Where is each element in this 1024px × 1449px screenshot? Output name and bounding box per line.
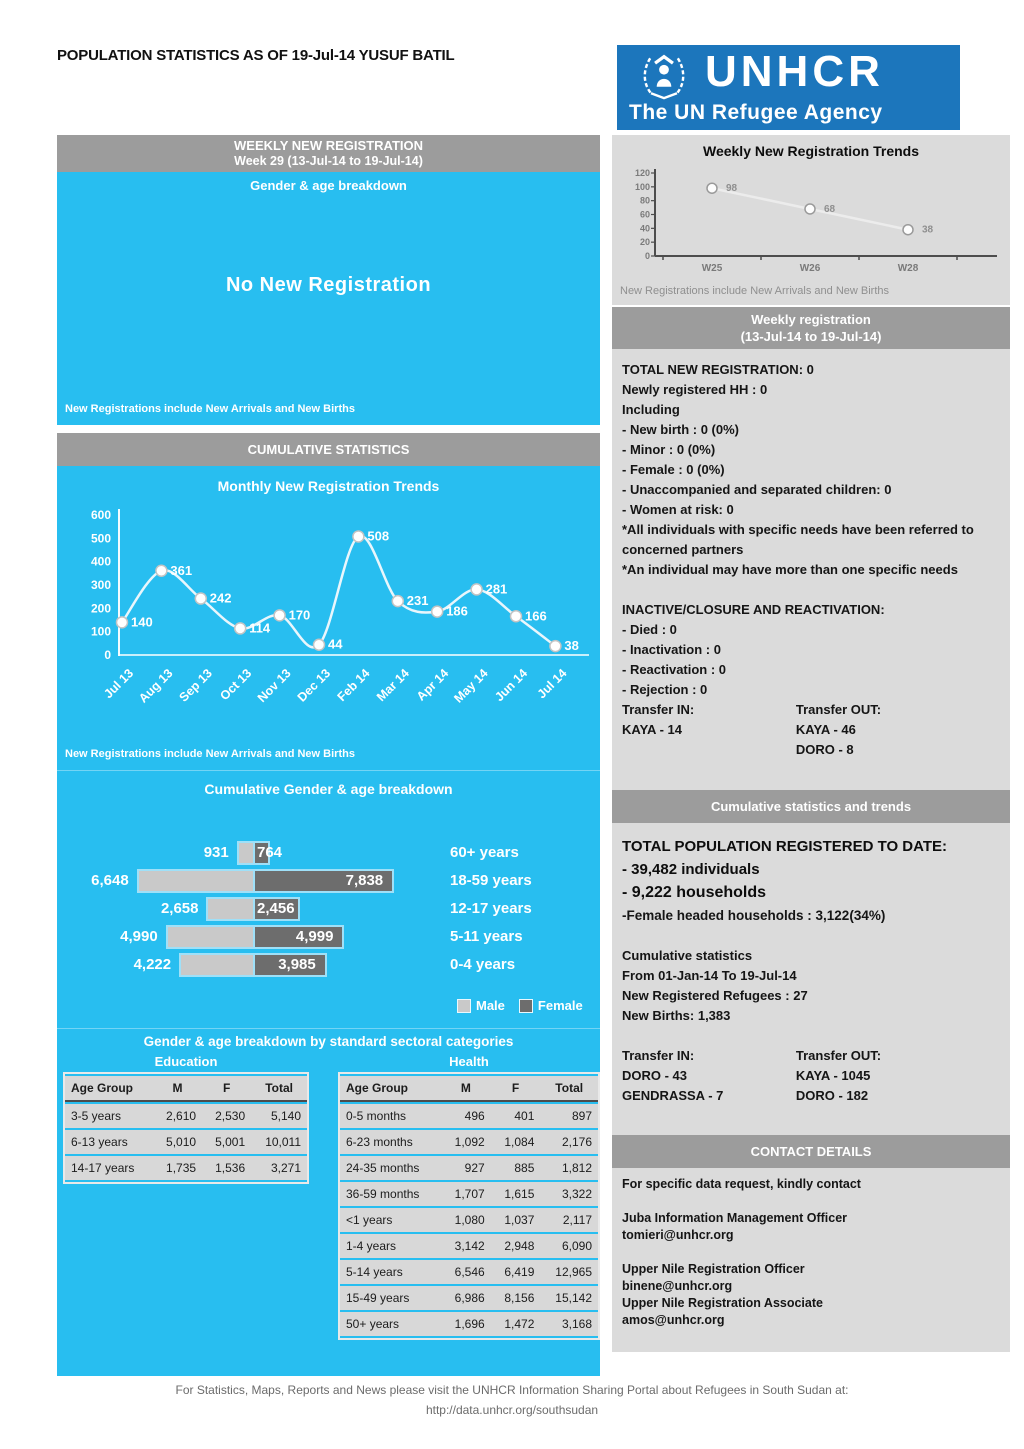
cell: 6,546 (441, 1260, 491, 1284)
stat-line: Upper Nile Registration Associate (622, 1296, 823, 1310)
cell: 1,615 (491, 1182, 541, 1206)
svg-text:May 14: May 14 (451, 666, 491, 706)
cell: 1,707 (441, 1182, 491, 1206)
stat-line: - Women at risk: 0 (622, 502, 734, 517)
sectoral-categories-panel (57, 1028, 600, 1376)
svg-text:231: 231 (406, 593, 429, 609)
cell: 5,010 (153, 1130, 202, 1154)
weekly-chart-footnote: New Registrations include New Arrivals and New Births (620, 285, 889, 297)
svg-text:0: 0 (104, 648, 111, 662)
stat-line: - Minor : 0 (0%) (622, 442, 716, 457)
svg-text:Nov 13: Nov 13 (254, 666, 294, 706)
table-row (340, 1104, 598, 1128)
svg-text:80: 80 (639, 195, 650, 206)
weekly-section-header-line1: Weekly registration (751, 312, 871, 327)
spacer (622, 926, 1000, 946)
svg-text:Jul 14: Jul 14 (534, 666, 570, 702)
svg-text:W28: W28 (897, 263, 919, 273)
weekly-registration-section-header (612, 307, 1010, 349)
cell: 2,176 (540, 1130, 598, 1154)
spacer (622, 1026, 1000, 1046)
male-value-label: 6,648 (91, 872, 129, 889)
cumulative-mid-lines (622, 946, 1000, 1026)
cell: 24-35 months (340, 1156, 441, 1180)
weekly-section-header-line2: (13-Jul-14 to 19-Jul-14) (740, 329, 882, 344)
pyramid-row (57, 841, 600, 865)
cumulative-statistics-header: CUMULATIVE STATISTICS (57, 433, 600, 466)
email-link[interactable]: amos@unhcr.org (622, 1313, 725, 1327)
table-row (340, 1234, 598, 1258)
stat-line: Cumulative statistics (622, 948, 753, 963)
cumulative-trends-header: Cumulative statistics and trends (612, 790, 1010, 823)
cell: 15-49 years (340, 1286, 441, 1310)
male-bar (166, 925, 257, 949)
stat-line: Newly registered HH : 0 (622, 382, 768, 397)
cell: 8,156 (491, 1286, 541, 1310)
pyramid-row (57, 925, 600, 949)
svg-text:114: 114 (249, 620, 271, 636)
cell: 1,536 (202, 1156, 251, 1180)
cell: 885 (491, 1156, 541, 1180)
cell: 36-59 months (340, 1182, 441, 1206)
transfer-in-value (622, 740, 796, 760)
svg-text:38: 38 (922, 224, 934, 236)
svg-text:Jun 14: Jun 14 (492, 666, 531, 705)
male-value-label: 4,222 (133, 956, 172, 973)
gender-age-breakdown-title: Gender & age breakdown (250, 178, 407, 193)
pyramid-age-label: 5-11 years (450, 928, 523, 945)
cell: 1,037 (491, 1208, 541, 1232)
stat-line: Including (622, 402, 680, 417)
pyramid-row (57, 897, 600, 921)
health-table-title: Health (449, 1054, 489, 1069)
stat-line: - Reactivation : 0 (622, 662, 727, 677)
page-footer (0, 1380, 1024, 1420)
cumulative-transfers (622, 1046, 1000, 1106)
stat-line: - Inactivation : 0 (622, 642, 721, 657)
cell: 1,080 (441, 1208, 491, 1232)
svg-text:Sep 13: Sep 13 (176, 666, 215, 705)
svg-text:20: 20 (639, 237, 650, 248)
cell: <1 years (340, 1208, 441, 1232)
weekly-trends-chart-panel (612, 135, 1010, 305)
weekly-gender-age-panel (57, 172, 600, 425)
transfer-in-value: DORO - 43 (622, 1068, 688, 1083)
cell: 2,530 (202, 1104, 251, 1128)
svg-text:Dec 13: Dec 13 (294, 666, 334, 705)
table-row (340, 1130, 598, 1154)
male-bar (179, 953, 257, 977)
svg-text:Oct 13: Oct 13 (217, 666, 255, 704)
cell: 10,011 (251, 1130, 307, 1154)
table-row (65, 1130, 307, 1154)
table-row (340, 1260, 598, 1284)
footer-text: For Statistics, Maps, Reports and News please visit the UNHCR Information Sharing Portal about Refugees in South Sudan at: (175, 1383, 849, 1397)
weekly-trends-chart (612, 161, 1010, 273)
svg-text:166: 166 (525, 608, 547, 624)
svg-text:242: 242 (209, 590, 232, 606)
table-row (65, 1104, 307, 1128)
email-link[interactable]: binene@unhcr.org (622, 1279, 733, 1293)
education-table-title: Education (154, 1054, 218, 1069)
unhcr-logo (617, 45, 960, 130)
weekly-registration-header (57, 135, 600, 172)
stat-line: Upper Nile Registration Officer (622, 1262, 805, 1276)
pyramid-row (57, 869, 600, 893)
stat-line: New Registered Refugees : 27 (622, 988, 808, 1003)
cell: 2,117 (540, 1208, 598, 1232)
email-link[interactable]: tomieri@unhcr.org (622, 1228, 734, 1242)
cell: 5,001 (202, 1130, 251, 1154)
svg-text:W26: W26 (799, 263, 821, 273)
svg-text:0: 0 (644, 251, 650, 261)
unhcr-emblem-icon (635, 51, 693, 103)
svg-text:361: 361 (170, 562, 193, 578)
stat-line: For specific data request, kindly contact (622, 1177, 861, 1191)
svg-text:281: 281 (485, 581, 508, 597)
stat-line: New Births: 1,383 (622, 1008, 731, 1023)
table-row (340, 1182, 598, 1206)
header-cell: Age Group (65, 1076, 153, 1102)
cell: 496 (441, 1104, 491, 1128)
svg-text:400: 400 (90, 554, 111, 569)
monthly-trends-panel (57, 466, 600, 770)
legend-item (519, 998, 583, 1013)
svg-text:44: 44 (328, 636, 343, 652)
female-legend-swatch (519, 999, 533, 1013)
svg-text:40: 40 (639, 223, 650, 234)
header-cell: M (153, 1076, 202, 1102)
header-cell: Age Group (340, 1076, 441, 1102)
cumulative-stats-panel (612, 823, 1010, 1135)
svg-text:38: 38 (564, 638, 579, 654)
gender-age-pyramid-panel (57, 770, 600, 1029)
cell: 0-5 months (340, 1104, 441, 1128)
svg-text:60: 60 (639, 209, 650, 220)
female-value-label: 3,985 (278, 956, 316, 973)
total-individuals: - 39,482 individuals (622, 861, 760, 878)
svg-text:98: 98 (726, 183, 738, 195)
cell: 1,696 (441, 1312, 491, 1336)
cell: 401 (491, 1104, 541, 1128)
svg-text:508: 508 (367, 528, 390, 544)
stat-line: - Rejection : 0 (622, 682, 708, 697)
cell: 1,084 (491, 1130, 541, 1154)
pyramid-row (57, 953, 600, 977)
table-row (65, 1156, 307, 1180)
stat-line: From 01-Jan-14 To 19-Jul-14 (622, 968, 797, 983)
weekly-stats-panel (612, 349, 1010, 790)
cell: 6,419 (491, 1260, 541, 1284)
stat-line: Juba Information Management Officer (622, 1211, 848, 1225)
cell: 5-14 years (340, 1260, 441, 1284)
stat-line: INACTIVE/CLOSURE AND REACTIVATION: (622, 602, 885, 617)
contact-panel (612, 1168, 1010, 1352)
legend-label: Male (476, 998, 505, 1013)
spacer (622, 1244, 1000, 1261)
pyramid-age-label: 18-59 years (450, 872, 532, 889)
pyramid-chart-title: Cumulative Gender & age breakdown (204, 781, 453, 797)
pyramid-legend (457, 998, 583, 1013)
education-table (63, 1072, 309, 1184)
logo-wordmark: UNHCR (705, 47, 884, 96)
transfer-in-value: GENDRASSA - 7 (622, 1088, 724, 1103)
cell: 2,610 (153, 1104, 202, 1128)
cell: 3,168 (540, 1312, 598, 1336)
svg-text:Aug 13: Aug 13 (136, 666, 176, 706)
svg-text:300: 300 (90, 578, 111, 592)
female-value-label: 4,999 (295, 928, 334, 945)
legend-item (457, 998, 505, 1013)
svg-text:500: 500 (90, 531, 111, 546)
header-cell: M (441, 1076, 491, 1102)
header-cell: F (491, 1076, 541, 1102)
svg-text:186: 186 (446, 603, 468, 619)
cell: 3,271 (251, 1156, 307, 1180)
svg-text:Jul 13: Jul 13 (101, 666, 137, 702)
transfer-in-value: KAYA - 14 (622, 722, 682, 737)
table-header-row (340, 1076, 598, 1102)
legend-label: Female (537, 998, 583, 1013)
weekly-stat-lines (622, 360, 1000, 700)
header-cell: F (202, 1076, 251, 1102)
transfer-out-value: DORO - 182 (795, 1088, 869, 1103)
svg-text:100: 100 (634, 181, 650, 192)
table-row (340, 1156, 598, 1180)
svg-text:68: 68 (824, 203, 836, 215)
data-table (63, 1072, 309, 1184)
total-households: - 9,222 households (622, 884, 767, 901)
stat-line: *All individuals with specific needs have been referred to concerned partners (622, 522, 974, 557)
pyramid-age-label: 60+ years (450, 844, 519, 861)
health-table (338, 1072, 600, 1340)
transfer-in-label: Transfer IN: (622, 1048, 695, 1063)
cell: 50+ years (340, 1312, 441, 1336)
no-new-registration-message: No New Registration (225, 274, 432, 296)
cell: 897 (540, 1104, 598, 1128)
transfer-out-label: Transfer OUT: (795, 1048, 882, 1063)
monthly-panel-footnote: New Registrations include New Arrivals and New Births (65, 748, 355, 760)
sectoral-title: Gender & age breakdown by standard sectoral categories (143, 1034, 514, 1049)
female-headed-households: -Female headed households : 3,122(34%) (622, 908, 886, 923)
cell: 1-4 years (340, 1234, 441, 1258)
svg-text:W25: W25 (701, 263, 723, 273)
transfer-out-value: DORO - 8 (795, 742, 854, 757)
page-title: POPULATION STATISTICS AS OF 19-Jul-14 YUSUF BATIL (57, 47, 455, 64)
weekly-transfers (622, 700, 1000, 760)
weekly-registration-header-line1: WEEKLY NEW REGISTRATION (234, 138, 423, 153)
monthly-trends-chart (57, 490, 600, 762)
male-bar (206, 897, 257, 921)
logo-tagline: The UN Refugee Agency (629, 101, 883, 124)
stat-line: TOTAL NEW REGISTRATION: 0 (622, 362, 814, 377)
cell: 14-17 years (65, 1156, 153, 1180)
cell: 15,142 (540, 1286, 598, 1310)
cell: 2,948 (491, 1234, 541, 1258)
female-value-label: 2,456 (257, 900, 295, 917)
spacer (622, 1193, 1000, 1210)
female-value-label: 764 (257, 844, 283, 861)
contact-details-header: CONTACT DETAILS (612, 1135, 1010, 1168)
cell: 1,092 (441, 1130, 491, 1154)
cell: 927 (441, 1156, 491, 1180)
svg-text:140: 140 (131, 614, 153, 630)
male-bar (137, 869, 257, 893)
svg-text:Mar 14: Mar 14 (374, 666, 412, 705)
stat-line: - Died : 0 (622, 622, 677, 637)
transfer-out-value: KAYA - 1045 (795, 1068, 871, 1083)
transfer-out-label: Transfer OUT: (795, 702, 882, 717)
table-row (340, 1312, 598, 1336)
male-value-label: 931 (203, 844, 229, 861)
contact-lines (622, 1176, 1000, 1329)
weekly-panel-footnote: New Registrations include New Arrivals and New Births (65, 403, 355, 415)
svg-text:120: 120 (634, 168, 650, 178)
pyramid-age-label: 12-17 years (450, 900, 532, 917)
stat-line: - New birth : 0 (0%) (622, 422, 740, 437)
cell: 6,986 (441, 1286, 491, 1310)
cell: 5,140 (251, 1104, 307, 1128)
svg-text:600: 600 (90, 508, 111, 522)
transfer-out-value: KAYA - 46 (795, 722, 856, 737)
table-header-row (65, 1076, 307, 1102)
stat-line: *An individual may have more than one specific needs (622, 562, 958, 577)
data-table (338, 1072, 600, 1340)
header-cell: Total (540, 1076, 598, 1102)
svg-text:170: 170 (288, 607, 311, 623)
female-value-label: 7,838 (345, 872, 384, 889)
male-legend-swatch (457, 999, 471, 1013)
footer-url[interactable]: http://data.unhcr.org/southsudan (425, 1403, 599, 1417)
svg-text:200: 200 (90, 601, 111, 616)
svg-text:Apr 14: Apr 14 (413, 666, 452, 704)
pyramid-age-label: 0-4 years (450, 956, 516, 973)
cell: 1,812 (540, 1156, 598, 1180)
cell: 3,322 (540, 1182, 598, 1206)
cell: 1,735 (153, 1156, 202, 1180)
cell: 6-13 years (65, 1130, 153, 1154)
weekly-registration-header-line2: Week 29 (13-Jul-14 to 19-Jul-14) (234, 154, 423, 168)
cell: 6-23 months (340, 1130, 441, 1154)
svg-text:Feb 14: Feb 14 (334, 666, 373, 705)
stat-line: - Female : 0 (0%) (622, 462, 725, 477)
cell: 3,142 (441, 1234, 491, 1258)
weekly-chart-title: Weekly New Registration Trends (702, 143, 920, 159)
male-value-label: 2,658 (160, 900, 199, 917)
male-value-label: 4,990 (120, 928, 158, 945)
monthly-chart-title: Monthly New Registration Trends (217, 478, 440, 494)
table-row (340, 1208, 598, 1232)
transfer-in-label: Transfer IN: (622, 702, 695, 717)
table-row (340, 1286, 598, 1310)
header-cell: Total (251, 1076, 307, 1102)
cell: 12,965 (540, 1260, 598, 1284)
total-population-title: TOTAL POPULATION REGISTERED TO DATE: (622, 838, 948, 855)
cell: 1,472 (491, 1312, 541, 1336)
cell: 3-5 years (65, 1104, 153, 1128)
spacer (622, 580, 1000, 600)
svg-text:100: 100 (90, 624, 111, 639)
cell: 6,090 (540, 1234, 598, 1258)
stat-line: - Unaccompanied and separated children: 0 (622, 482, 892, 497)
